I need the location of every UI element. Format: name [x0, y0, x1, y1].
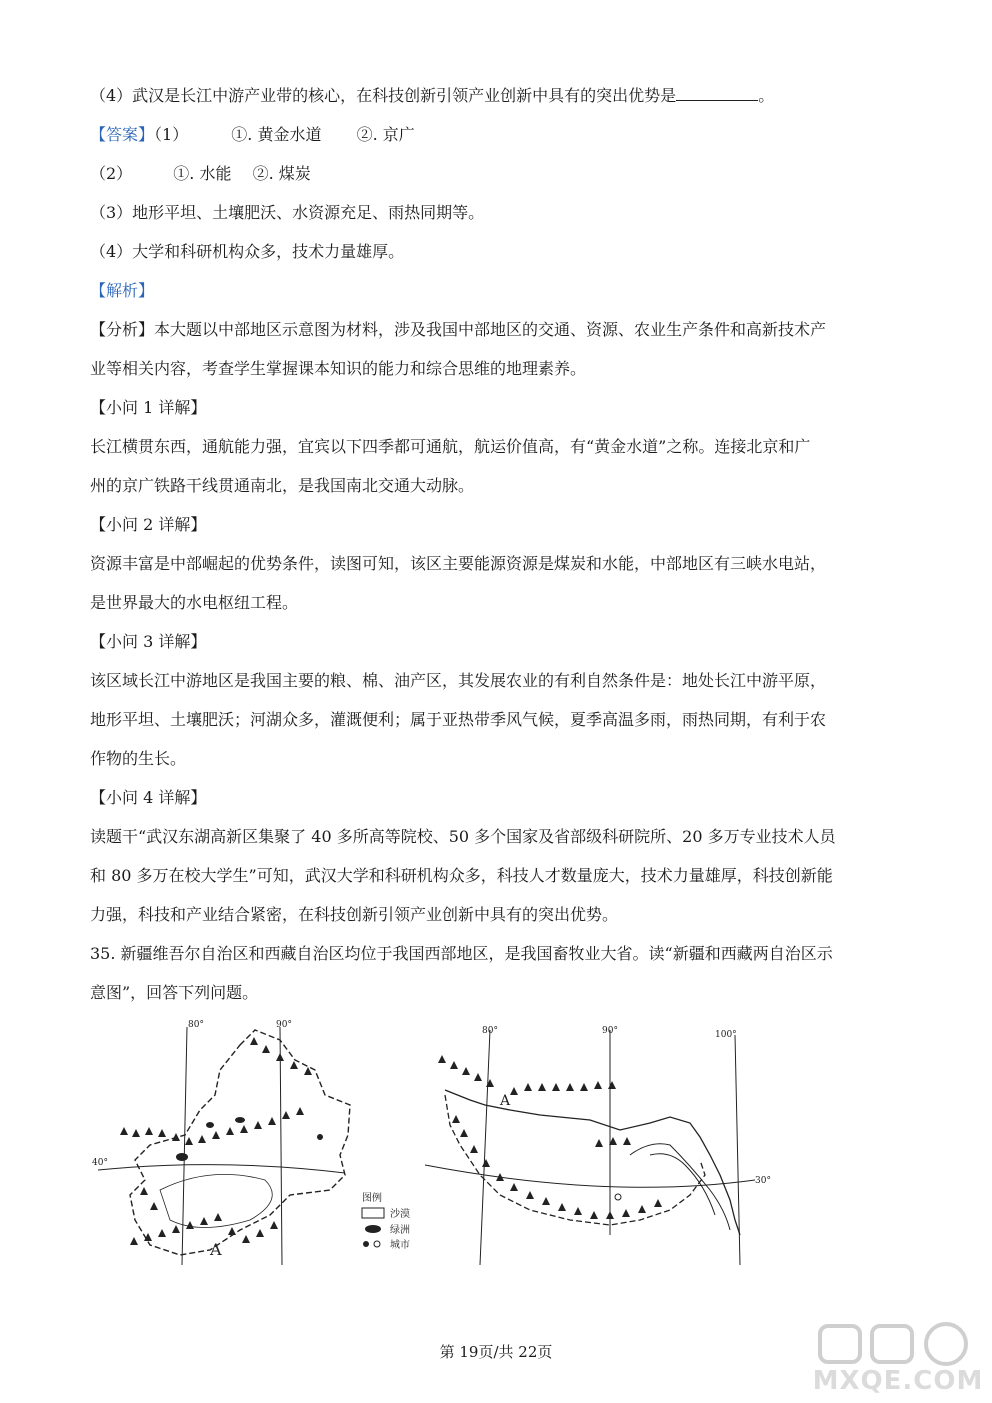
right-map-lon-100: 100° — [715, 1030, 737, 1040]
city-symbol-open — [374, 1241, 380, 1247]
analysis-label: 【解析】 — [90, 281, 155, 300]
legend-oasis: 绿洲 — [390, 1225, 410, 1236]
q3-title: 【小问 3 详解】 — [90, 632, 207, 651]
q4-title: 【小问 4 详解】 — [90, 788, 207, 807]
xinjiang-map — [98, 1027, 350, 1265]
right-map-lat-30: 30° — [755, 1176, 771, 1186]
answer-2-item-2: ②. 煤炭 — [252, 164, 311, 183]
answer-line-1 — [90, 125, 415, 145]
q1-line-2: 州的京广铁路干线贯通南北，是我国南北交通大动脉。 — [90, 476, 475, 495]
question-4-line — [90, 86, 774, 106]
q35-line-1: 35. 新疆维吾尔自治区和西藏自治区均位于我国西部地区，是我国畜牧业大省。读“新疆和西藏两自治区示 — [90, 944, 833, 963]
q3-line-1: 该区域长江中游地区是我国主要的粮、棉、油产区，其发展农业的有利自然条件是：地处长江中游平原， — [90, 671, 827, 690]
q1-line-1: 长江横贯东西，通航能力强，宜宾以下四季都可通航，航运价值高，有“黄金水道”之称。连接北京和广 — [90, 437, 811, 456]
watermark-text: MXQE.COM — [812, 1366, 984, 1396]
question-4-end: 。 — [758, 86, 775, 105]
q3-line-2: 地形平坦、土壤肥沃；河湖众多，灌溉便利；属于亚热带季风气候，夏季高温多雨，雨热同期，有利于农 — [90, 710, 827, 729]
fenxi-line-2: 业等相关内容，考查学生掌握课本知识的能力和综合思维的地理素养。 — [90, 359, 587, 378]
answer-1-item-2: ②. 京广 — [356, 125, 415, 144]
left-map-lat-40: 40° — [92, 1158, 108, 1168]
left-map-lon-90: 90° — [276, 1020, 292, 1030]
q4-line-2: 和 80 多万在校大学生”可知，武汉大学和科研机构众多，科技人才数量庞大，技术力量雄厚，科技创新能 — [90, 866, 833, 885]
q35-line-2: 意图”，回答下列问题。 — [90, 983, 259, 1002]
legend-desert: 沙漠 — [390, 1209, 410, 1220]
answer-2-prefix: （2） — [90, 164, 133, 183]
right-map-lon-90: 90° — [602, 1026, 618, 1036]
page-footer: 第 19页/共 22页 — [439, 1343, 553, 1361]
q3-line-3: 作物的生长。 — [90, 749, 187, 768]
right-map-point-a: A — [500, 1093, 511, 1109]
q1-title: 【小问 1 详解】 — [90, 398, 207, 417]
answer-1-prefix: （1） — [154, 125, 189, 144]
q2-line-2: 是世界最大的水电枢纽工程。 — [90, 593, 299, 612]
legend-title: 图例 — [362, 1193, 382, 1204]
answer-1-item-1: ①. 黄金水道 — [231, 125, 322, 144]
watermark-logo — [812, 1320, 984, 1368]
answer-blank — [676, 86, 758, 101]
left-map-lon-80: 80° — [188, 1020, 204, 1030]
answer-label: 【答案】 — [90, 125, 155, 144]
xinjiang-tibet-maps — [90, 1015, 790, 1275]
answer-2-item-1: ①. 水能 — [173, 164, 232, 183]
q4-line-3: 力强，科技和产业结合紧密，在科技创新引领产业创新中具有的突出优势。 — [90, 905, 619, 924]
answer-line-2 — [90, 164, 311, 184]
map-legend — [362, 1191, 410, 1251]
answer-line-3: （3）地形平坦、土壤肥沃、水资源充足、雨热同期等。 — [90, 203, 485, 222]
desert-symbol — [362, 1208, 384, 1218]
fenxi-line-1: 【分析】本大题以中部地区示意图为材料，涉及我国中部地区的交通、资源、农业生产条件和高新技术产 — [90, 320, 827, 339]
left-map-point-a: A — [210, 1240, 222, 1259]
question-4-text: （4）武汉是长江中游产业带的核心，在科技创新引领产业创新中具有的突出优势是 — [90, 86, 677, 105]
q2-line-1: 资源丰富是中部崛起的优势条件，读图可知，该区主要能源资源是煤炭和水能，中部地区有三峡水电站， — [90, 554, 827, 573]
q4-line-1: 读题干“武汉东湖高新区集聚了 40 多所高等院校、50 多个国家及省部级科研院所、20 多万专业技术人员 — [90, 827, 836, 846]
watermark — [812, 1320, 984, 1398]
legend-city: 城市 — [390, 1240, 410, 1251]
oasis-symbol — [365, 1225, 381, 1233]
right-map-lon-80: 80° — [482, 1026, 498, 1036]
city-symbol-filled — [363, 1241, 369, 1247]
answer-line-4: （4）大学和科研机构众多，技术力量雄厚。 — [90, 242, 405, 261]
q2-title: 【小问 2 详解】 — [90, 515, 207, 534]
tibet-map — [425, 1030, 755, 1265]
